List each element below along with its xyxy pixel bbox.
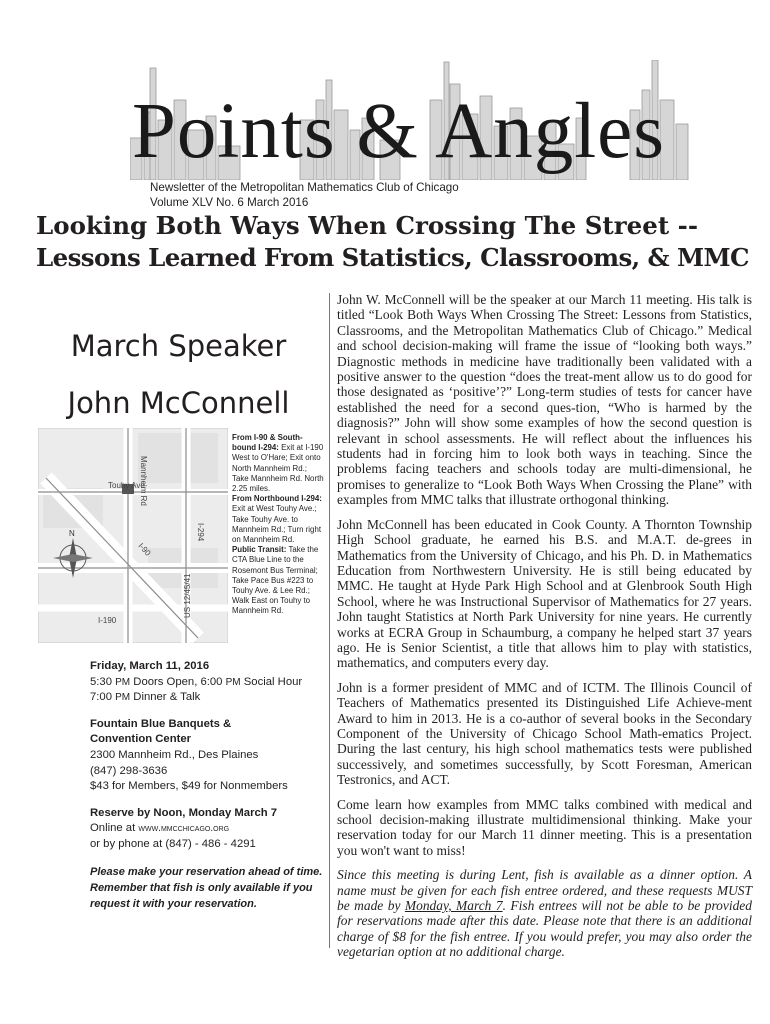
map-label-mannheim: Mannheim Rd xyxy=(139,456,148,506)
map-label-us12: US 12/45/41 xyxy=(183,573,192,618)
map-label-touhy: Touhy Ave xyxy=(108,481,145,490)
article-paragraph-4: Come learn how examples from MMC talks combined with medical and school decision-making illustrate multidimensional thinking. Make your reservation today for our March 11 dinner meeting. This is a presentation you won't want to miss! xyxy=(337,796,752,858)
svg-text:N: N xyxy=(69,529,75,538)
reserve-deadline: Reserve by Noon, Monday March 7 xyxy=(90,806,278,819)
venue-address: 2300 Mannheim Rd., Des Plaines xyxy=(90,748,259,761)
headline xyxy=(36,210,756,274)
article-paragraph-2: John McConnell has been educated in Cook County. A Thornton Township High School graduate, he earned his B.S. and M.A.T. de-grees in Mathematics from the University of Chicago, and his Ph. D. in Mathematics Education from Northwestern University. He is still being educated by MMC. He taught at Hyde Park High School and at Glenbrook South High School, where he was Instructional Supervisor of Mathematics for 27 years. John taught Statistics at North Park University for nine years. He currently works at ECRA Group in Schaumburg, a company he helped start 37 years ago. He is Senior Scientist, a title that allows him to play with statistics, mathematics, and computers every day. xyxy=(337,516,752,671)
newsletter-logo: Points & Angles xyxy=(132,88,665,175)
masthead xyxy=(0,0,770,209)
headline-line-1: Looking Both Ways When Crossing The Street -- xyxy=(36,211,699,240)
event-date: Friday, March 11, 2016 xyxy=(90,660,210,672)
column-divider xyxy=(329,293,330,948)
directions-transit-heading: Public Transit: xyxy=(232,545,287,555)
online-reservation: Online at www.mmcchicago.org xyxy=(90,822,230,835)
website-link[interactable]: www.mmcchicago.org xyxy=(138,823,230,835)
event-schedule-line-1: 5:30 PM Doors Open, 6:00 PM Social Hour xyxy=(90,675,303,688)
directions-transit-text: Take the CTA Blue Line to the Rosemont Bus Terminal; Take Pace Bus #223 to Touhy Ave. & Lee Rd.; Walk East on Touhy to Mannheim Rd. xyxy=(232,545,319,616)
venue-map xyxy=(38,428,228,643)
directions-north-heading: From Northbound I-294: xyxy=(232,494,322,504)
fish-deadline: Monday, March 7 xyxy=(404,898,503,914)
map-label-i294: I-294 xyxy=(196,523,205,542)
phone-reservation: or by phone at (847) - 486 - 4291 xyxy=(90,837,256,850)
volume-line: Volume XLV No. 6 March 2016 xyxy=(150,196,309,209)
directions-north-text: Exit at West Touhy Ave.; Take Touhy Ave. to Mannheim Rd.; Turn right on Mannheim Rd. xyxy=(232,504,322,545)
newsletter-subtitle: Newsletter of the Metropolitan Mathematics Club of Chicago xyxy=(150,181,459,194)
map-label-i90: I-90 xyxy=(136,541,153,558)
event-price: $43 for Members, $49 for Nonmembers xyxy=(90,780,288,793)
article-paragraph-1: John W. McConnell will be the speaker at our March 11 meeting. His talk is titled “Look Both Ways When Crossing The Street: Lessons from Statistics, Classrooms, and the Metropolitan Mathematics Club of Chicago.” Medical and school decision-making will frame the issue of “looking both ways.” Diagnostic methods in medicine have traditionally been validated with a positive answer to the question “does the treat-ment allow us to do good for those designated as ‘positive’?” Long-term studies of tests for cancer have established the need for a second ques-tion, “Who is harmed by the diagnosis?” John will show some examples of how the second question is relevant in school assessments. He will reflect about the influences his students had in forcing him to look both ways in teaching. Since the problems facing teachers and schools today are multi-dimensional, he promises to generalize to “Look Both Ways When Crossing the Plane” with examples from MMC talks that illustrate orthogonal thinking. xyxy=(337,292,752,508)
directions-i90-heading: From I-90 & South-bound I-294: xyxy=(232,433,303,453)
event-schedule-line-2: 7:00 PM Dinner & Talk xyxy=(90,691,201,704)
venue-name-2: Convention Center xyxy=(90,733,192,746)
article-paragraph-3: John is a former president of MMC and of ICTM. The Illinois Council of Teachers of Mathematics presented its Distinguished Life Achieve-ment Award to him in 2013. He is a co-author of several books in the Secondary Component of the University of Chicago School Math-ematics Project. During the last century, his high school mathematics tests were published successively, and sometimes successfully, by Scott Foresman, American Testronics, and ACT. xyxy=(337,679,752,788)
driving-directions xyxy=(232,433,324,617)
reservation-note: Please make your reservation ahead of time. Remember that fish is only available if you request it with your reservation. xyxy=(90,865,323,910)
event-details xyxy=(90,659,330,912)
article-body xyxy=(337,292,752,969)
venue-name-1: Fountain Blue Banquets & xyxy=(90,717,232,730)
venue-phone: (847) 298-3636 xyxy=(90,764,168,777)
fish-notice: Since this meeting is during Lent, fish is available as a dinner option. A name must be given for each fish entree ordered, and these requests MUST be made by Monday, March 7. Fish entrees will not be able to be provided for reservations made after this date. Please note that there is an additional charge of $8 for the fish entree. If you would prefer, you may also order the vegetarian option at no additional charge. xyxy=(337,867,752,960)
directions-i90-text: Exit at I-190 West to O'Hare; Exit onto North Mannheim Rd.; Take Mannheim Rd. North 2.25 miles. xyxy=(232,443,324,494)
speaker-label: March Speaker xyxy=(70,329,287,363)
map-label-i190: I-190 xyxy=(98,616,117,625)
speaker-name: John McConnell xyxy=(67,386,290,420)
speaker-heading xyxy=(36,318,321,432)
headline-line-2: Lessons Learned From Statistics, Classrooms, & MMC xyxy=(36,243,749,272)
